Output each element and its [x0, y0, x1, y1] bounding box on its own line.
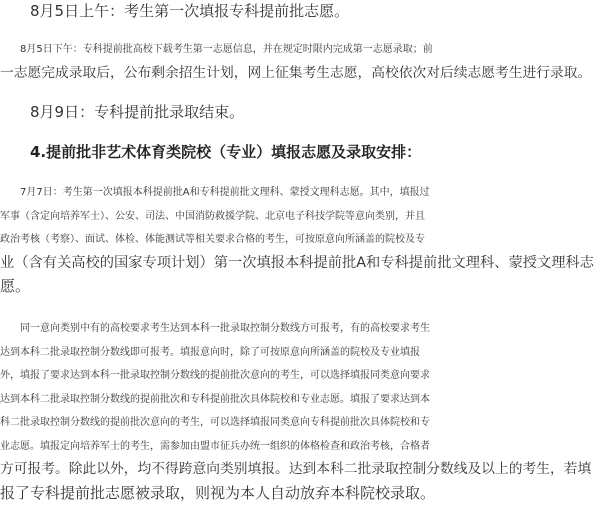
text-line: 8月9日：专科提前批录取结束。 — [0, 103, 245, 121]
text-line: 7月7日：考生第一次填报本科提前批A和专科提前批文理科、蒙授文理科志愿。其中，填报过 — [0, 187, 430, 198]
text-line: 外，填报了要求达到本科一批录取控制分数线的提前批次意向的考生，可以选择填报同类意向要求 — [0, 370, 430, 381]
text-line: 同一意向类别中有的高校要求考生达到本科一批录取控制分数线方可报考，有的高校要求考生 — [0, 323, 430, 334]
text-line: 8月5日上午：考生第一次填报专科提前批志愿。 — [0, 2, 350, 20]
text-line: 达到本科二批录取控制分数线的提前批次和专科提前批次具体院校和专业志愿。填报了要求达到本 — [0, 393, 430, 405]
text-line: 8月5日下午：专科提前批高校下载考生第一志愿信息，并在规定时限内完成第一志愿录取；前 — [0, 44, 433, 55]
text-line: 政治考核（考察）、面试、体检、体能测试等相关要求合格的考生，可按原意向所涵盖的院校及专 — [0, 234, 425, 245]
text-line: 科二批录取控制分数线的提前批次意向的考生，可以选择填报同类意向专科提前批次具体院校和专 — [0, 417, 430, 428]
text-line: 一志愿完成录取后，公布剩余招生计划，网上征集考生志愿，高校依次对后续志愿考生进行录取。 — [0, 64, 592, 81]
text-line: 愿。 — [0, 277, 31, 295]
text-line: 报了专科提前批志愿被录取，则视为本人自动放弃本科院校录取。 — [0, 483, 436, 502]
heading-line: 4.提前批非艺术体育类院校（专业）填报志愿及录取安排： — [0, 143, 422, 161]
paragraph-jul7 — [0, 181, 594, 299]
paragraph-aug5-afternoon — [0, 38, 591, 85]
paragraph-aug9 — [0, 101, 244, 125]
text-line: 军事（含定向培养军士）、公安、司法、中国消防救援学院、北京电子科技学院等意向类别，并且 — [0, 210, 425, 222]
section-heading — [0, 141, 421, 165]
text-line: 业（含有关高校的国家专项计划）第一次填报本科提前批A和专科提前批文理科、蒙授文理科志 — [0, 254, 595, 271]
text-line: 达到本科二批录取控制分数线即可报考。填报意向时，除了可按原意向所涵盖的院校及专业填报 — [0, 346, 420, 358]
paragraph-aug5-morning — [0, 0, 349, 24]
text-line: 业志愿。填报定向培养军士的考生，需参加由盟市征兵办统一组织的体格检查和政治考核，合格者 — [0, 440, 430, 452]
text-line: 方可报考。除此以外，均不得跨意向类别填报。达到本科二批录取控制分数线及以上的考生，若填 — [0, 461, 592, 477]
paragraph-same-category — [0, 317, 591, 505]
